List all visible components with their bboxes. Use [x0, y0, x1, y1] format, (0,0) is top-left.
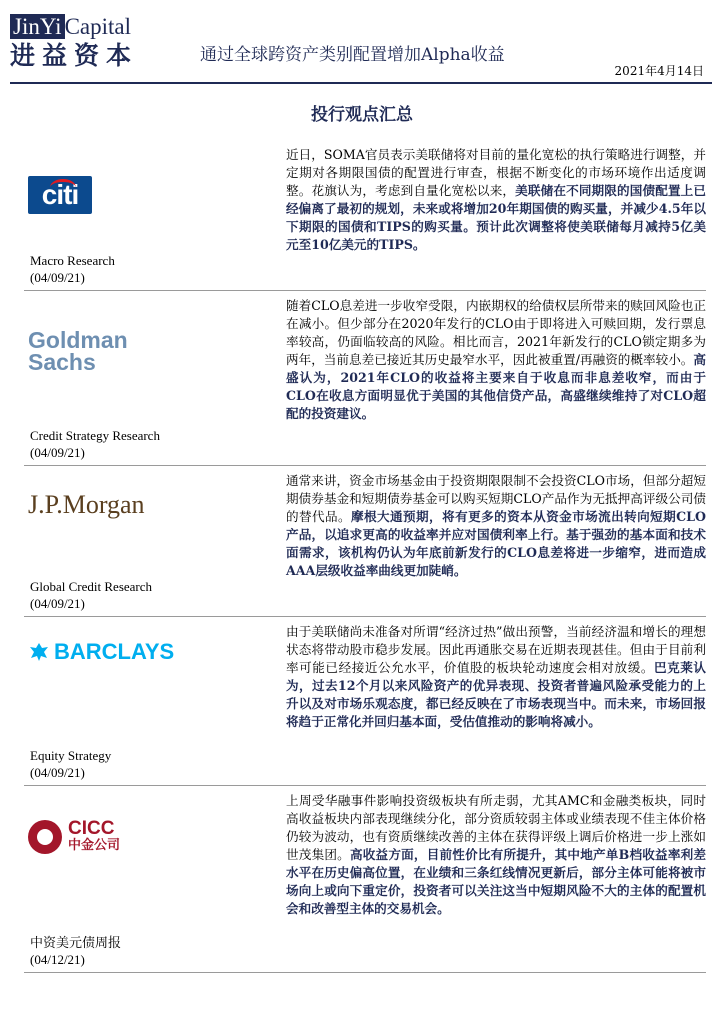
barclays-logo: BARCLAYS	[28, 639, 174, 665]
jpmorgan-logo: J.P.Morgan	[28, 490, 145, 519]
document-title: 通过全球跨资产类别配置增加Alpha收益	[200, 45, 505, 65]
view-text-highlight: 巴克莱认为，过去12个月以来风险资产的优异表现、投资者普遍风险承受能力的上升以及对市场乐观态度，都已经反映在了市场表现当中。而未来，市场回报将趋于正常化并回归基本面，受估值推动的影响将减小。	[286, 660, 707, 729]
source-date: (04/09/21)	[30, 270, 85, 285]
page-header	[0, 0, 724, 90]
source-date: (04/12/21)	[30, 952, 85, 967]
logo-en-capital: Capital	[64, 14, 132, 39]
source-cell	[24, 786, 274, 972]
source-label	[30, 427, 160, 461]
view-text-normal: 随着CLO息差进一步收窄受限，内嵌期权的给债权层所带来的赎回风险也正在减小。但少部分在2020年发行的CLO由于即将进入可赎回期，发行票息率较高，仍面临较高的风险。相比而言，2021年新发行的CLO锁定期多为两年，当前息差已接近其历史最窄水平，因此被重置/再融资的概率较小。	[286, 298, 706, 367]
view-text-normal: 上周受华融事件影响投资级板块有所走弱，尤其AMC和金融类板块，同时高收益板块内部表现继续分化，部分资质较弱主体或业绩表现不佳主体价格仍较为波动，也有资质继续改善的主体在获得评级上调后价格进一步上涨如世茂集团。	[286, 793, 706, 862]
table-row-citi	[24, 140, 706, 291]
table-row-jpmorgan	[24, 466, 706, 617]
source-cell	[24, 466, 274, 616]
goldman-sachs-logo: Goldman Sachs	[28, 327, 128, 375]
logo-en-jinyi: JinYi	[10, 14, 65, 39]
source-label	[30, 934, 121, 968]
table-row-cicc	[24, 786, 706, 973]
views-table	[24, 140, 706, 973]
source-label	[30, 578, 152, 612]
view-text	[286, 466, 706, 584]
source-date: (04/09/21)	[30, 445, 85, 460]
view-text	[286, 617, 706, 735]
view-text-highlight: 摩根大通预期，将有更多的资本从资金市场流出转向短期CLO产品，以追求更高的收益率并应对国债利率上行。基于强劲的基本面和技术面需求，该机构仍认为年底前新发行的CLO息差将进一步缩窄，进而造成AAA层级收益率曲线更加陡峭。	[286, 509, 706, 578]
view-text-highlight: 高收益方面，目前性价比有所提升，其中地产单B档收益率利差水平在历史偏高位置，在业绩和三条红线情况更新后，部分主体可能将被市场向上或向下重定价，投资者可以关注这当中短期风险不大的主体的配置机会和改善型主体的交易机会。	[286, 847, 706, 916]
cicc-mark-icon	[28, 820, 62, 854]
view-text-highlight: 高盛认为，2021年CLO的收益将主要来自于收息而非息差收窄，而由于CLO在收息方面明显优于美国的其他信贷产品，高盛继续维持了对CLO超配的投资建议。	[286, 352, 706, 421]
document-date: 2021年4月14日	[614, 64, 704, 78]
source-date: (04/09/21)	[30, 765, 85, 780]
source-name: Equity Strategy	[30, 748, 112, 763]
citi-logo: citi	[28, 176, 92, 214]
source-cell	[24, 617, 274, 785]
view-text-normal: 通常来讲，资金市场基金由于投资期限限制不会投资CLO市场，但部分超短期债券基金和短期债券基金可以购买短期CLO产品作为无抵押高评级公司债的替代品。	[286, 473, 706, 524]
section-title: 投行观点汇总	[311, 105, 413, 125]
source-name: Global Credit Research	[30, 579, 153, 594]
table-row-barclays	[24, 617, 706, 786]
jinyi-capital-logo	[10, 14, 150, 72]
view-text	[286, 291, 706, 427]
source-label	[30, 747, 111, 781]
eagle-icon	[28, 641, 50, 663]
source-cell	[24, 291, 274, 465]
source-label	[30, 252, 115, 286]
table-row-goldman	[24, 291, 706, 466]
source-name: Macro Research	[30, 253, 115, 268]
view-text	[286, 140, 706, 258]
view-text-highlight: 美联储在不同期限的国债配置上已经偏离了最初的规划，未来或将增加20年期国债的购买量，并减少4.5年以下期限的国债和TIPS的购买量。预计此次调整将使美联储每月减持5亿美元至10亿美元的TIPS。	[286, 183, 707, 252]
view-text-normal: 近日，SOMA官员表示美联储将对目前的量化宽松的执行策略进行调整，并定期对各期限国债的配置进行审查，根据不断变化的市场环境作出适度调整。花旗认为，考虑到自量化宽松以来，	[286, 147, 706, 198]
source-cell	[24, 140, 274, 290]
source-date: (04/09/21)	[30, 596, 85, 611]
header-divider	[10, 82, 712, 84]
logo-cn: 进益资本	[10, 41, 139, 70]
view-text	[286, 786, 706, 922]
source-name: 中资美元债周报	[30, 935, 122, 950]
view-text-normal: 由于美联储尚未准备对所谓“经济过热”做出预警，当前经济温和增长的理想状态将带动股市稳步发展。因此再通胀交易在近期表现甚佳。但由于目前利率可能已经接近公允水平，价值股的板块轮动速度会相对放缓。	[286, 624, 706, 675]
source-name: Credit Strategy Research	[30, 428, 160, 443]
cicc-logo: CICC 中金公司	[28, 820, 120, 854]
